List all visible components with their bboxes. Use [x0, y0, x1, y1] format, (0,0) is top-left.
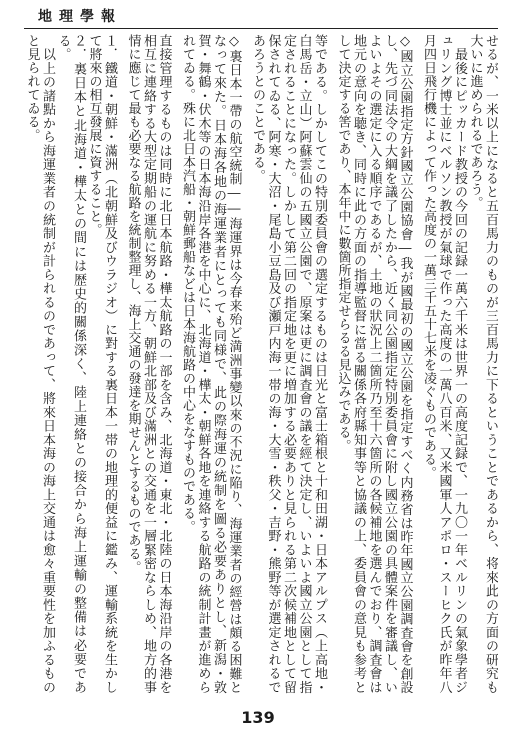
text-column-1: せるが、一米以上になると五百馬力のものが三百馬力に下るということであるから、将來此の方面の研究も大いに進められるであろう。 最後にピッカード教授の今回の記録一萬六千米は世界一の高度記録で、一九〇一年ベルリンの氣象學者ジュリング博士並にベルソン教授が氣球で作った高度の一萬八百米、又米國軍人アポロ・スーヒク氏が昨年八月四日飛行機によって作った高度の一萬三千五十七米を凌ぐものである。: [421, 34, 498, 694]
page-number: 139: [241, 708, 275, 727]
text-column-5: 直接管理するものは同時に北日本航路・樺太航路の一部を含み、北海道・東北・北陸の日本海沿岸の各港を相互に連絡する大型定期船の運航に努める一方、朝鮮北部及び滿洲との交通を一層緊密ならしめ、地方的事情に應じて最も必要なる航路を統制整理し、海上交通の發達を期せんとするものである。: [125, 34, 172, 694]
text-column-2: ◇國立公園指定方針國立公園協會―我が國最初の國立公園を指定すべく内務省は昨年國立公園調査會を創設し、先づ同法令の大綱を議了したから、近く同公園指定特別委員會に附し國立公園の具體案件を審議し、いよいよその選定に入る順序であるが、土地の狀況上二箇所乃至十六箇所の各候補地を選んでおり、調査會は地元の意向を聴き、同時に此の方面の指導監督に當る關係各府縣知事等と協議の上、委員會の意見も参考として決定する筈であり、本年中に數箇所指定せらるる見込みである。: [335, 34, 413, 694]
running-header: 地理學報: [38, 9, 122, 25]
text-column-4: ◇裏日本一帶の航空統制――海運界は今春来殆ど満洲事變以來の不況に陥り、海運業者の經營は頗る困難となって來た。日本海各地の海運業者にとっても同様で、此の際海運の統制を圖る必要ありとし、新潟・敦賀・舞鶴・伏木等の日本海沿岸各港を中心に、北海道・樺太・朝鮮各地を連絡する航路の統制計畫が進められてゐる。殊に北日本汽船・朝鮮郵船などは日本海航路の中心をなすものである。: [180, 34, 242, 694]
body-text: [24, 34, 498, 694]
header-rule: [24, 28, 498, 29]
text-column-3: 等である。しかしてこの特別委員會の選定するものは日光と富士箱根と十和田湖・日本アルプス（上高地・白馬岳・立山）阿蘇雲仙の五國立公園で、原案は更に調査會の議を經て決定し、いよいよ國立公園として指定されることになった。しかして第二回の指定地を更に増加する必要ありと見られる第二次候補地として留保されてゐる、阿寒・大沼・尾島小豆島及び瀬戸内海一帯の海・大雪・秩父・吉野・熊野等が選定されるであろうとのことである。: [250, 34, 327, 694]
text-column-6: １．鐵道・朝鮮・滿洲（北朝鮮及びウラジオ）に對する裏日本一帯の地理的便益に鑑み、運輸系統を生かして將來の相互發展に資すること。 ２．裏日本と北海道・樺太との間には歴史的關係深く、陸上連絡との接合から海上運輸の整備は必要である。 以上の諸點から海運業者の統制が計られるのであって、將來日本海の海上交通は愈々重要性を加ふるものと見られてゐる。: [24, 34, 117, 694]
